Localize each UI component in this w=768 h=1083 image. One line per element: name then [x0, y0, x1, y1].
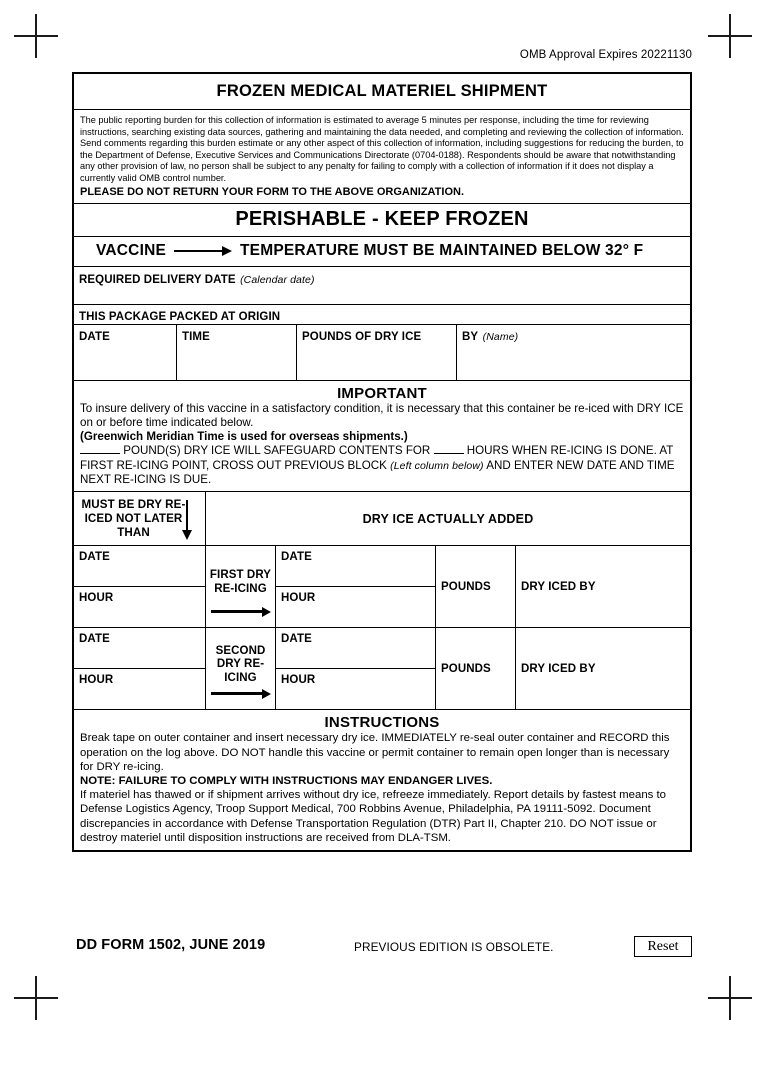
packed-pounds-label: POUNDS OF DRY ICE: [302, 330, 422, 343]
temperature-statement: TEMPERATURE MUST BE MAINTAINED BELOW 32° F: [240, 242, 644, 260]
packed-at-origin-row: [74, 325, 690, 381]
packed-by-label: BY: [462, 330, 479, 343]
second-added-datetime-group: [276, 628, 436, 709]
first-due-hour-label: HOUR: [79, 592, 114, 605]
vaccine-label: VACCINE: [96, 242, 167, 260]
important-line4-b: AND: [486, 458, 511, 472]
dry-ice-added-header: [206, 492, 690, 545]
important-line4-a: IS DONE. AT FIRST RE-ICING POINT, CROSS OUT PREVIOUS BLOCK: [80, 444, 674, 472]
important-line3-b: HOURS WHEN RE-ICING: [466, 444, 603, 458]
first-reicing-stage-text: [210, 569, 271, 596]
first-stage-line-1: FIRST DRY: [209, 569, 272, 582]
first-reicing-stage-label: [206, 546, 276, 627]
required-delivery-date-field[interactable]: [74, 267, 690, 305]
first-due-datetime-group: [74, 546, 206, 627]
first-stage-line-2: RE-ICING: [214, 582, 267, 595]
required-delivery-date-label: REQUIRED DELIVERY DATE: [79, 273, 236, 286]
form-title: FROZEN MEDICAL MATERIEL SHIPMENT: [216, 82, 548, 100]
packed-at-origin-header: [74, 305, 690, 325]
dd-form-1502: [72, 72, 692, 852]
reicing-table-header: [74, 492, 690, 546]
important-paragraph-1: To insure delivery of this vaccine in a satisfactory condition, it is necessary that this container be re-iced with DRY ICE on or before time indicated below.: [80, 401, 684, 429]
table-row: [74, 546, 690, 628]
hours-blank[interactable]: [434, 453, 464, 454]
first-due-date-cell[interactable]: [74, 546, 205, 587]
packed-time-label: TIME: [182, 330, 210, 343]
must-be-reiced-header: [74, 492, 206, 545]
packed-time-cell[interactable]: [177, 325, 297, 380]
crop-mark-top-left: [14, 14, 58, 58]
second-stage-line-3: ICING: [224, 671, 257, 684]
arrow-down-icon: [181, 500, 193, 540]
second-dry-iced-by-cell[interactable]: [516, 628, 690, 709]
do-not-return-notice: PLEASE DO NOT RETURN YOUR FORM TO THE ABOVE ORGANIZATION.: [80, 185, 464, 198]
important-heading: IMPORTANT: [337, 384, 427, 402]
must-be-reiced-label: MUST BE DRY RE-ICED NOT LATER THAN: [81, 498, 186, 539]
packed-at-origin-title: THIS PACKAGE PACKED AT ORIGIN: [79, 310, 281, 323]
packed-by-hint: (Name): [482, 330, 519, 343]
arrow-right-icon: [211, 606, 271, 617]
packed-pounds-cell[interactable]: [297, 325, 457, 380]
first-added-hour-cell[interactable]: [276, 587, 435, 627]
crop-mark-bottom-right: [708, 976, 752, 1020]
table-row: [74, 628, 690, 710]
second-pounds-label: POUNDS: [441, 662, 491, 675]
arrow-right-icon: [211, 688, 271, 699]
second-pounds-cell[interactable]: [436, 628, 516, 709]
important-greenwich-note: (Greenwich Meridian Time is used for overseas shipments.): [80, 430, 408, 444]
packed-date-cell[interactable]: [74, 325, 177, 380]
second-reicing-stage-text: [216, 645, 266, 686]
second-added-date-label: DATE: [281, 633, 312, 646]
second-added-hour-label: HOUR: [281, 674, 316, 687]
first-added-datetime-group: [276, 546, 436, 627]
burden-statement-band: [74, 110, 690, 204]
form-number: DD FORM 1502, JUNE 2019: [76, 937, 266, 953]
second-due-date-label: DATE: [79, 633, 110, 646]
second-stage-line-1: SECOND: [215, 644, 266, 657]
second-due-date-cell[interactable]: [74, 628, 205, 669]
first-dry-iced-by-label: DRY ICED BY: [521, 580, 596, 593]
instructions-paragraph-1: Break tape on outer container and insert necessary dry ice. IMMEDIATELY re-seal outer container and RECORD this operation on the log above. DO NOT handle this vaccine or permit container to remain open longer than is necessary for DRY re-icing.: [80, 732, 670, 773]
perishable-banner: PERISHABLE - KEEP FROZEN: [235, 208, 529, 231]
first-due-date-label: DATE: [79, 551, 110, 564]
instructions-note: NOTE: FAILURE TO COMPLY WITH INSTRUCTIONS MAY ENDANGER LIVES.: [80, 774, 493, 787]
instructions-heading: INSTRUCTIONS: [324, 714, 440, 732]
required-delivery-date-hint: (Calendar date): [240, 273, 315, 286]
first-pounds-cell[interactable]: [436, 546, 516, 627]
first-pounds-label: POUNDS: [441, 580, 491, 593]
vaccine-temperature-band: [74, 237, 690, 267]
important-line3-a: POUND(S) DRY ICE WILL SAFEGUARD CONTENTS FOR: [123, 444, 431, 458]
important-reicing-line: [80, 444, 684, 487]
second-due-hour-label: HOUR: [79, 674, 114, 687]
crop-mark-top-right: [708, 14, 752, 58]
second-added-date-cell[interactable]: [276, 628, 435, 669]
second-added-hour-cell[interactable]: [276, 669, 435, 709]
omb-approval-text: OMB Approval Expires 20221130: [519, 49, 692, 61]
previous-edition-notice: PREVIOUS EDITION IS OBSOLETE.: [354, 940, 554, 954]
first-due-hour-cell[interactable]: [74, 587, 205, 627]
second-reicing-stage-label: [206, 628, 276, 709]
important-section: [74, 381, 690, 493]
first-dry-iced-by-cell[interactable]: [516, 546, 690, 627]
burden-statement-text: The public reporting burden for this collection of information is estimated to average 5 minutes per response, including the time for reviewing instructions, searching existing data sources, gathering and maintaining the data needed, and completing and reviewing the collection of information. Send comments regarding this burden estimate or any other aspect of this collection of information, including suggestions for reducing the burden, to the Department of Defense, Executive Services and Communications Directorate (0704-0188). Respondents should be aware that notwithstanding any other provision of law, no person shall be subject to any penalty for failing to comply with a collection of information if it does not display a currently valid OMB control number.: [80, 115, 684, 183]
perishable-banner-band: [74, 204, 690, 237]
first-added-date-cell[interactable]: [276, 546, 435, 587]
important-line4-italic: (Left column below): [390, 459, 484, 472]
arrow-right-icon: [174, 245, 232, 257]
first-added-hour-label: HOUR: [281, 592, 316, 605]
important-line5: ENTER NEW DATE AND TIME NEXT RE-ICING IS DUE.: [80, 458, 675, 487]
second-dry-iced-by-label: DRY ICED BY: [521, 662, 596, 675]
reset-button[interactable]: Reset: [634, 936, 692, 957]
form-title-band: [74, 74, 690, 110]
packed-date-label: DATE: [79, 330, 110, 343]
second-due-datetime-group: [74, 628, 206, 709]
second-due-hour-cell[interactable]: [74, 669, 205, 709]
second-stage-line-2: DRY RE-: [216, 658, 265, 671]
first-added-date-label: DATE: [281, 551, 312, 564]
instructions-paragraph-2: If materiel has thawed or if shipment arrives without dry ice, refreeze immediately. Report details by fastest means to Defense Logistics Agency, Troop Support Medical, 700 Robbins Avenue, Philadelphia, PA 19111-5092. Document discrepancies in accordance with Defense Transportation Regulation (DTR) Part II, Chapter 210. DO NOT issue or destroy materiel until disposition instructions are received from DLA-TSM.: [80, 789, 667, 844]
crop-mark-bottom-left: [14, 976, 58, 1020]
form-footer: [72, 936, 692, 962]
instructions-section: [74, 710, 690, 850]
pounds-blank[interactable]: [80, 453, 120, 454]
dry-ice-added-label: DRY ICE ACTUALLY ADDED: [362, 511, 534, 526]
packed-by-cell[interactable]: [457, 325, 690, 380]
